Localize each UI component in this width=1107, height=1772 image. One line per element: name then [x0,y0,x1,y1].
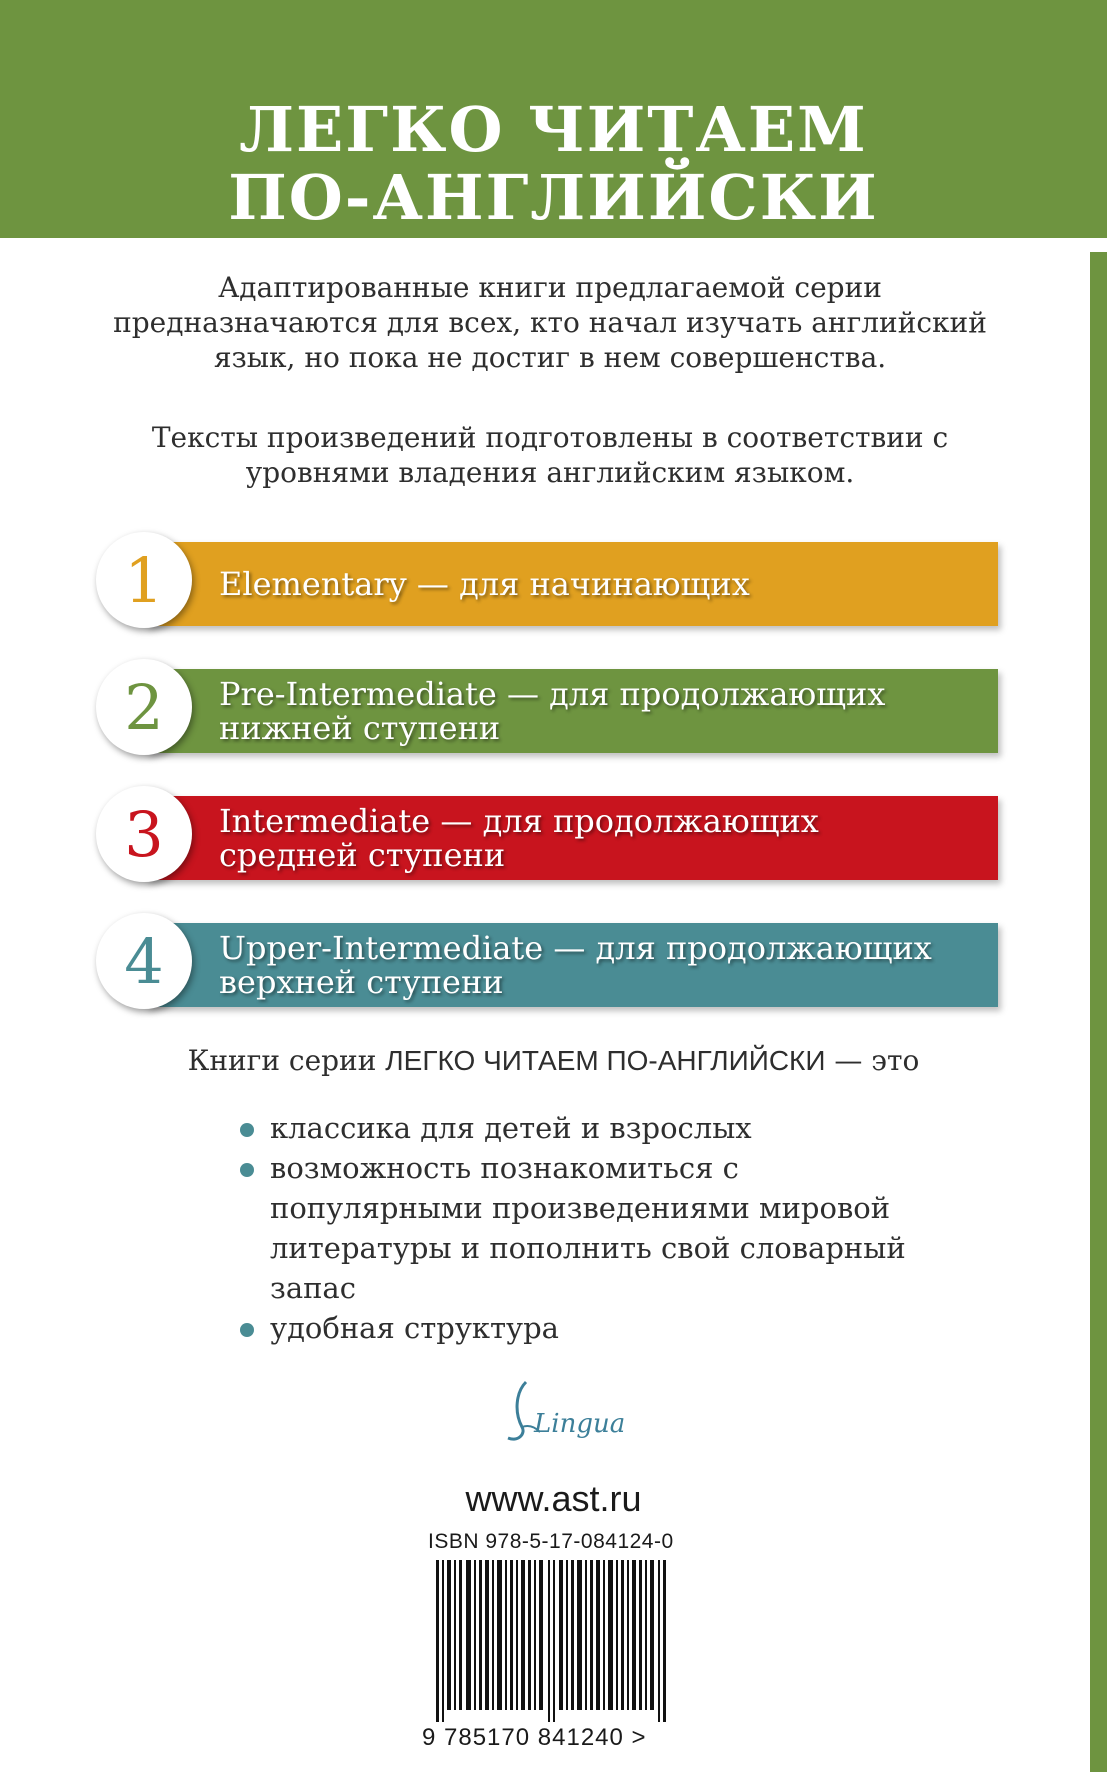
bullet-dot-icon [240,1163,254,1177]
bullet-text-2: возможность познакомиться с популярными произведениями мировой литературы и пополнить свой словарный запас [270,1151,906,1305]
barcode-digits: 9 785170 841240 > [422,1724,647,1751]
intro-paragraph-2: Тексты произведений подготовлены в соответствии с уровнями владения английским языком. [151,421,949,489]
level-text-2 [219,669,990,753]
list-item [240,1108,1000,1148]
level-number-3: 3 [96,786,192,882]
level-row-2 [96,659,1000,755]
spine-stripe [1090,252,1107,1772]
logo-text: Lingua [534,1409,626,1439]
series-suffix: — это [825,1044,920,1077]
series-prefix: Книги серии [187,1044,386,1077]
level-number-1: 1 [96,532,192,628]
level-label-2: Pre-Intermediate — для продолжающих [219,675,886,713]
features-list [240,1108,1000,1348]
series-description [0,1044,1107,1077]
level-label-4: Upper-Intermediate — для продолжающих [219,929,932,967]
website-url: www.ast.ru [465,1478,642,1519]
level-row-3 [96,786,1000,882]
level-row-4 [96,913,1000,1009]
level-row-1 [96,532,1000,628]
level-sublabel-2: нижней ступени [219,709,501,747]
series-title [0,93,1107,234]
isbn-number: ISBN 978-5-17-084124-0 [428,1530,674,1553]
bullet-dot-icon [240,1123,254,1137]
level-sublabel-4: верхней ступени [219,963,504,1001]
header-banner [0,0,1107,238]
barcode-icon [436,1560,676,1722]
lingua-logo-icon [496,1372,626,1452]
level-label-3: Intermediate — для продолжающих [219,802,819,840]
list-item [240,1148,910,1308]
level-number-4: 4 [96,913,192,1009]
level-text-1 [219,542,990,626]
list-item [240,1308,1000,1348]
level-sublabel-3: средней ступени [219,836,506,874]
series-title-line2: ПО-АНГЛИЙСКИ [228,161,879,234]
series-name: ЛЕГКО ЧИТАЕМ ПО-АНГЛИЙСКИ [385,1045,826,1076]
bullet-text-1: классика для детей и взрослых [270,1111,752,1145]
level-text-3 [219,796,990,880]
level-text-4 [219,923,990,1007]
intro-paragraph-1: Адаптированные книги предлагаемой серии предназначаются для всех, кто начал изучать английский язык, но пока не достиг в нем совершенства. [113,271,987,374]
bullet-dot-icon [240,1323,254,1337]
level-number-2: 2 [96,659,192,755]
series-title-line1: ЛЕГКО ЧИТАЕМ [239,93,868,166]
bullet-text-3: удобная структура [270,1311,559,1345]
level-label-1: Elementary — для начинающих [219,565,750,603]
